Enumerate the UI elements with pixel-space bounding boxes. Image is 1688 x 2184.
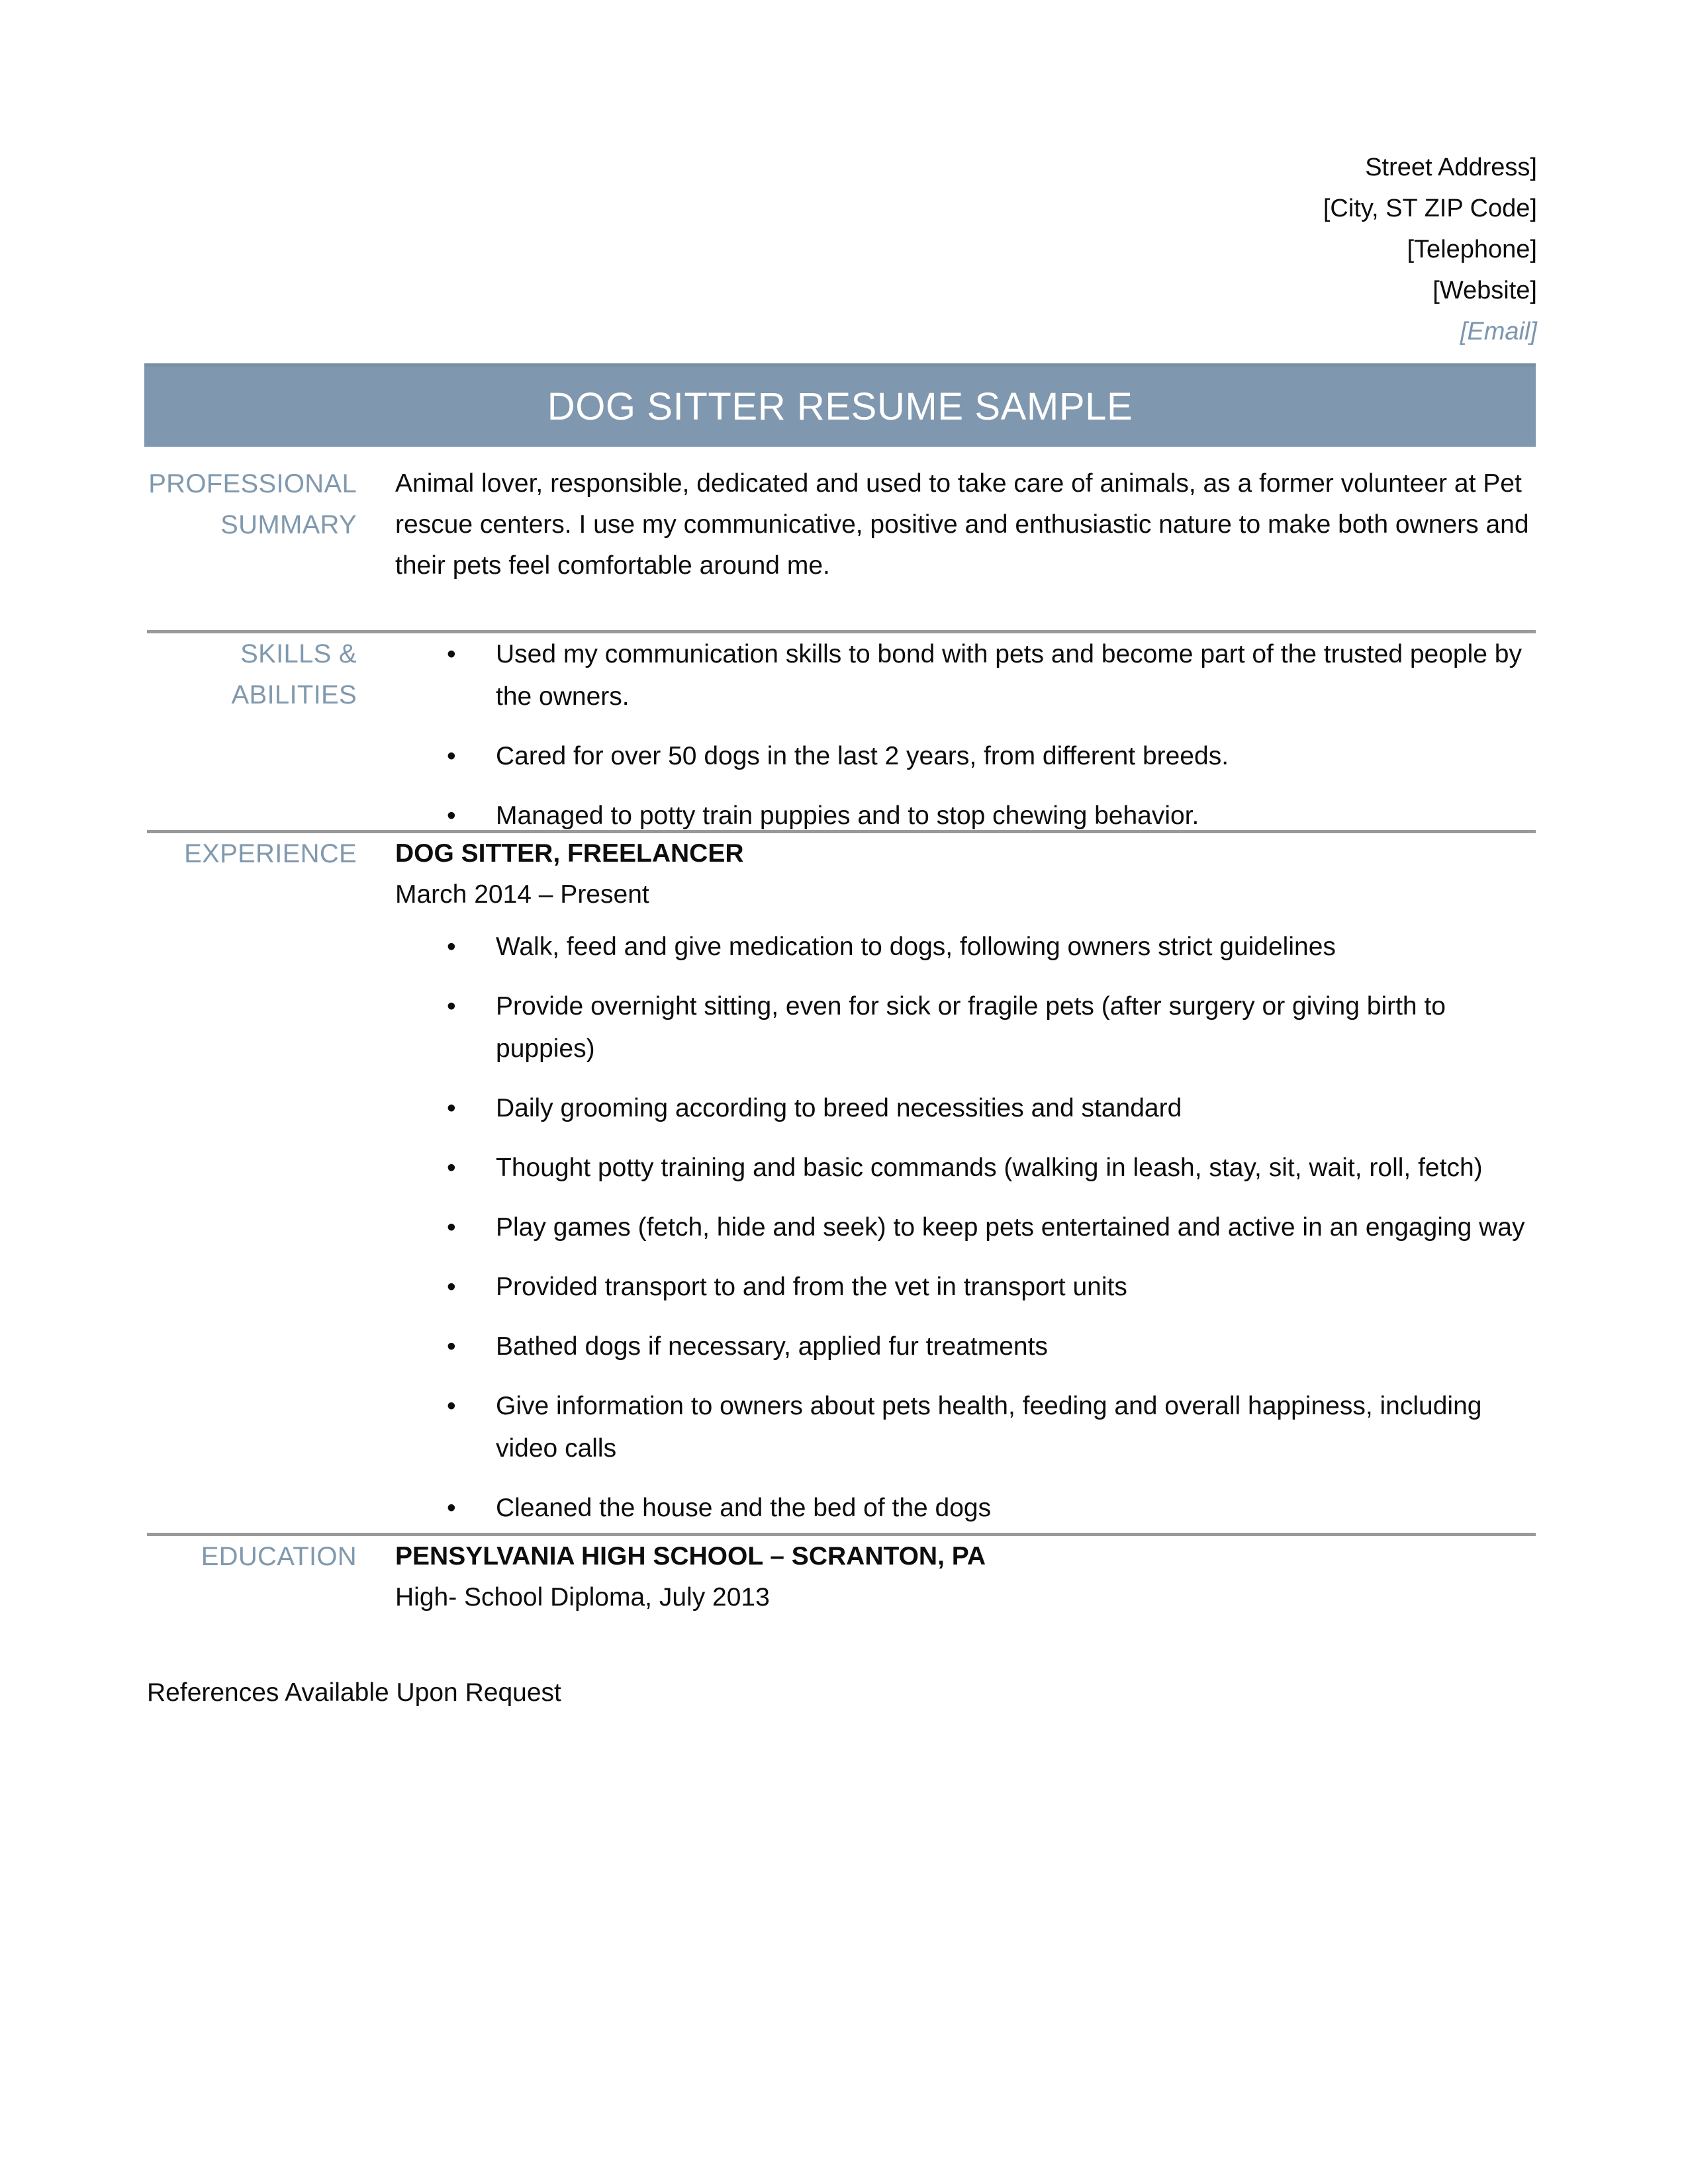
list-item bbox=[395, 1487, 1536, 1529]
contact-website: [Website] bbox=[1432, 277, 1537, 304]
page-title: DOG SITTER RESUME SAMPLE bbox=[547, 385, 1133, 428]
section-label-skills: SKILLS & ABILITIES bbox=[231, 639, 357, 709]
references-note: References Available Upon Request bbox=[147, 1678, 561, 1707]
list-item-text: Daily grooming according to breed necessities and standard bbox=[496, 1094, 1182, 1122]
bullet-icon: • bbox=[447, 1332, 456, 1361]
list-item-text: Walk, feed and give medication to dogs, following owners strict guidelines bbox=[496, 933, 1336, 961]
bullet-icon: • bbox=[447, 801, 456, 830]
skills-label-column bbox=[147, 633, 375, 715]
section-experience bbox=[147, 830, 1536, 1529]
contact-header bbox=[941, 147, 1537, 352]
bullet-icon: • bbox=[447, 1273, 456, 1301]
list-item bbox=[395, 1385, 1536, 1470]
bullet-icon: • bbox=[447, 1494, 456, 1522]
list-item-text: Cared for over 50 dogs in the last 2 years, from different breeds. bbox=[496, 742, 1229, 770]
list-item-text: Give information to owners about pets health, feeding and overall happiness, including video calls bbox=[496, 1392, 1482, 1463]
resume-title-banner bbox=[144, 363, 1536, 447]
list-item bbox=[395, 735, 1536, 778]
section-label-summary: SUMMARY bbox=[220, 510, 357, 539]
bullet-icon: • bbox=[447, 992, 456, 1021]
bullet-icon: • bbox=[447, 742, 456, 770]
experience-content bbox=[375, 833, 1536, 1529]
section-education bbox=[147, 1533, 1536, 1618]
list-item-text: Provided transport to and from the vet in transport units bbox=[496, 1273, 1127, 1301]
list-item-text: Managed to potty train puppies and to stop chewing behavior. bbox=[496, 801, 1199, 830]
list-item bbox=[395, 1266, 1536, 1308]
skills-content bbox=[375, 633, 1536, 837]
contact-telephone: [Telephone] bbox=[1407, 236, 1537, 263]
education-label-column bbox=[147, 1536, 375, 1577]
summary-content bbox=[375, 463, 1536, 586]
list-item bbox=[395, 1087, 1536, 1130]
summary-label-column bbox=[147, 463, 375, 545]
bullet-icon: • bbox=[447, 1392, 456, 1420]
list-item bbox=[395, 1326, 1536, 1368]
list-item-text: Provide overnight sitting, even for sick or fragile pets (after surgery or giving birth to puppies) bbox=[496, 992, 1446, 1063]
list-item bbox=[395, 985, 1536, 1070]
summary-text: Animal lover, responsible, dedicated and used to take care of animals, as a former volunteer at Pet rescue centers. I use my communicative, positive and enthusiastic nature to make both owners and their pets feel comfortable around me. bbox=[395, 469, 1529, 580]
section-label-education: EDUCATION bbox=[201, 1542, 357, 1571]
list-item bbox=[395, 633, 1536, 718]
skills-bullet-list bbox=[395, 633, 1536, 837]
education-degree: High- School Diploma, July 2013 bbox=[395, 1583, 770, 1612]
contact-city-state-zip: [City, ST ZIP Code] bbox=[1323, 195, 1537, 222]
section-label-professional: PROFESSIONAL bbox=[148, 469, 357, 498]
education-school: PENSYLVANIA HIGH SCHOOL – SCRANTON, PA bbox=[395, 1542, 986, 1570]
bullet-icon: • bbox=[447, 1213, 456, 1242]
bullet-icon: • bbox=[447, 933, 456, 961]
education-content bbox=[375, 1536, 1536, 1618]
bullet-icon: • bbox=[447, 1154, 456, 1182]
experience-label-column bbox=[147, 833, 375, 874]
list-item bbox=[395, 926, 1536, 968]
contact-street-address: Street Address] bbox=[1365, 154, 1537, 181]
experience-job-title: DOG SITTER, FREELANCER bbox=[395, 839, 744, 868]
list-item-text: Bathed dogs if necessary, applied fur treatments bbox=[496, 1332, 1048, 1361]
list-item-text: Play games (fetch, hide and seek) to keep pets entertained and active in an engaging way bbox=[496, 1213, 1525, 1242]
list-item-text: Used my communication skills to bond with pets and become part of the trusted people by the owners. bbox=[496, 640, 1522, 711]
section-professional-summary bbox=[147, 463, 1536, 586]
bullet-icon: • bbox=[447, 1094, 456, 1122]
list-item bbox=[395, 1147, 1536, 1189]
section-skills-abilities bbox=[147, 630, 1536, 837]
list-item-text: Cleaned the house and the bed of the dogs bbox=[496, 1494, 992, 1522]
list-item bbox=[395, 1206, 1536, 1249]
contact-email: [Email] bbox=[1460, 318, 1537, 345]
bullet-icon: • bbox=[447, 640, 456, 668]
experience-bullet-list bbox=[395, 926, 1536, 1529]
list-item-text: Thought potty training and basic commands (walking in leash, stay, sit, wait, roll, fetch) bbox=[496, 1154, 1483, 1182]
section-label-experience: EXPERIENCE bbox=[184, 839, 357, 868]
experience-dates: March 2014 – Present bbox=[395, 880, 649, 909]
